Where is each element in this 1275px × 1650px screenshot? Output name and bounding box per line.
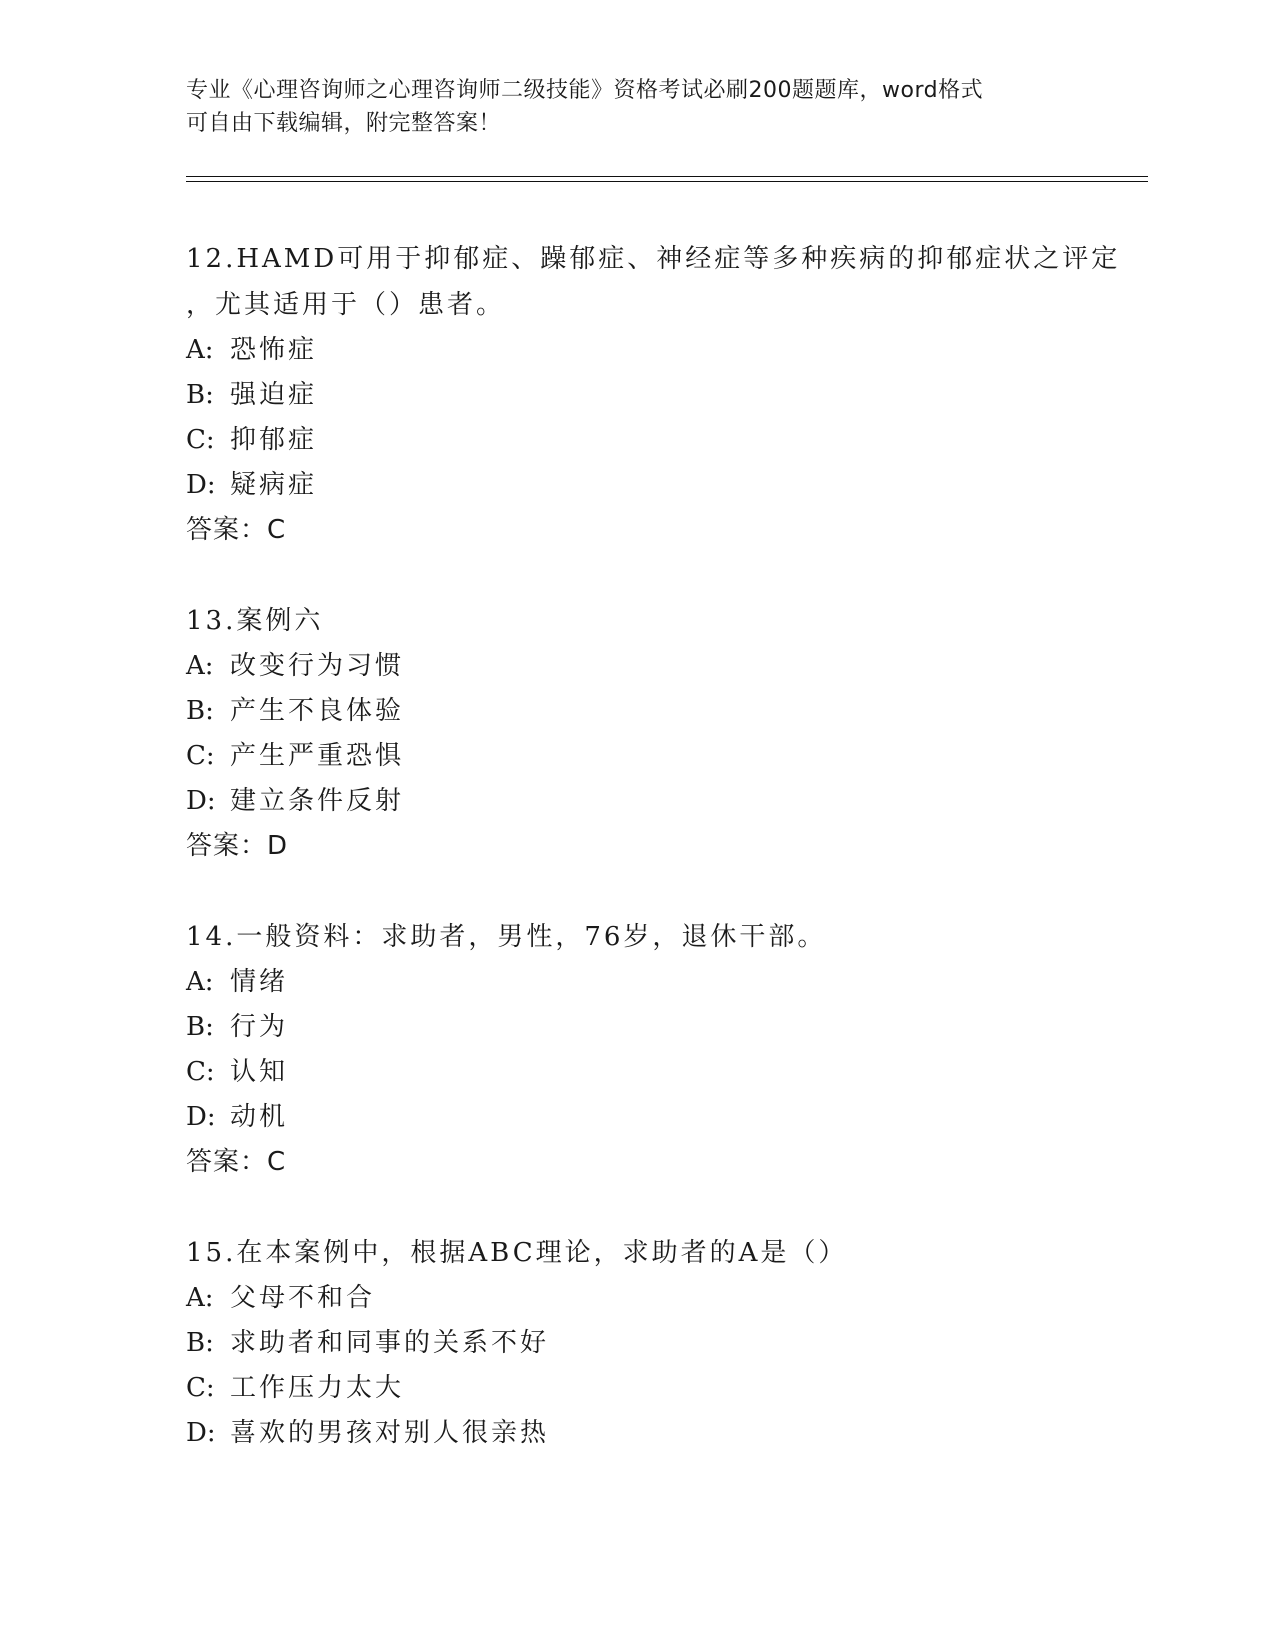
question-14 [186,914,1106,1185]
option-d [186,779,1106,824]
option-label: C: [186,1057,215,1087]
question-12 [186,236,1121,553]
option-b [186,1005,1106,1050]
option-label: D: [186,786,216,816]
option-d [186,463,1106,508]
header-divider-bottom [186,181,1148,182]
document-header [186,74,1086,140]
option-c [186,1050,1106,1095]
option-label: D: [186,470,216,500]
question-stem [186,598,1106,644]
option-text: 建立条件反射 [230,786,405,816]
option-d [186,1095,1106,1140]
option-text: 强迫症 [230,380,318,410]
option-label: B: [186,1012,214,1042]
answer-line: 答案：C [186,1147,287,1177]
option-text: 父母不和合 [230,1283,376,1313]
option-a [186,1276,1106,1321]
option-label: C: [186,425,215,455]
option-label: B: [186,696,214,726]
option-c [186,734,1106,779]
header-divider-top [186,176,1148,177]
option-label: A: [186,1283,214,1313]
option-text: 产生严重恐惧 [230,741,405,771]
option-text: 喜欢的男孩对别人很亲热 [230,1418,550,1448]
option-text: 抑郁症 [230,425,318,455]
option-a [186,644,1106,689]
option-label: A: [186,335,214,365]
option-text: 工作压力太大 [230,1373,405,1403]
option-b [186,689,1106,734]
option-label: C: [186,741,215,771]
answer-line: 答案：D [186,831,289,861]
header-title-line-2: 可自由下载编辑，附完整答案！ [186,111,502,136]
option-text: 动机 [230,1102,289,1132]
option-text: 产生不良体验 [230,696,405,726]
option-c [186,418,1106,463]
option-d [186,1411,1106,1456]
option-a [186,328,1106,373]
option-text: 恐怖症 [230,335,318,365]
header-title-line-1: 专业《心理咨询师之心理咨询师二级技能》资格考试必刷200题题库，word格式 [186,78,984,103]
option-label: A: [186,967,214,997]
option-label: D: [186,1418,216,1448]
question-stem [186,914,1106,960]
option-text: 认知 [230,1057,289,1087]
option-text: 情绪 [230,967,289,997]
question-stem-line: 13.案例六 [186,606,324,636]
question-15 [186,1230,1106,1456]
option-b [186,373,1106,418]
question-stem-line: 15.在本案例中，根据ABC理论，求助者的A是（） [186,1238,848,1268]
question-stem [186,1230,1106,1276]
option-label: D: [186,1102,216,1132]
option-label: A: [186,651,214,681]
option-text: 求助者和同事的关系不好 [230,1328,550,1358]
question-list [186,236,1121,1501]
question-stem-line: ，尤其适用于（）患者。 [186,290,506,320]
option-text: 疑病症 [230,470,318,500]
option-label: B: [186,1328,214,1358]
option-text: 行为 [230,1012,289,1042]
option-label: B: [186,380,214,410]
question-stem [186,236,1121,328]
option-text: 改变行为习惯 [230,651,405,681]
option-label: C: [186,1373,215,1403]
question-stem-line: 14.一般资料：求助者，男性，76岁，退休干部。 [186,922,827,952]
question-stem-line: 12.HAMD可用于抑郁症、躁郁症、神经症等多种疾病的抑郁症状之评定 [186,244,1121,274]
option-c [186,1366,1106,1411]
option-b [186,1321,1106,1366]
answer-line: 答案：C [186,515,287,545]
option-a [186,960,1106,1005]
question-13 [186,598,1106,869]
